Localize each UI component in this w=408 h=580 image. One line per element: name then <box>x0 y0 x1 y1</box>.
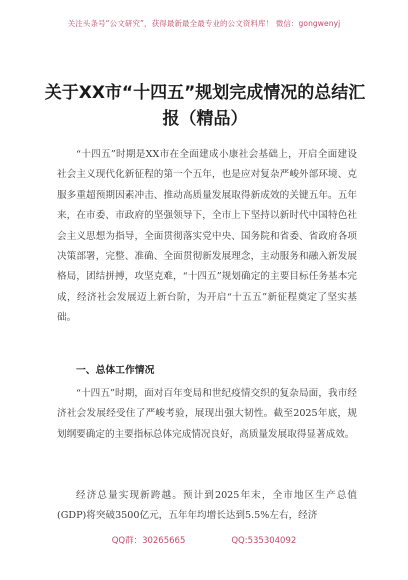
footer-qq-group: QQ群：30265665 <box>111 536 186 546</box>
paragraph-intro: “十四五”时期是XX市在全面建成小康社会基础上，开启全面建设社会主义现代化新征程的第一个五年，也是应对复杂严峻外部环境、克服多重超预期因素冲击、推动高质量发展取得新成效的关键五年。五年来，在市委、市政府的坚强领导下，全市上下坚持以新时代中国特色社会主义思想为指导，全面贯彻落实党中央、国务院和省委、省政府各项决策部署，完整、准确、全面贯彻新发展理念，主动服务和融入新发展格局，团结拼搏，攻坚克难，“十四五”规划确定的主要目标任务基本完成，经济社会发展迈上新台阶，为开启“十五五”新征程奠定了坚实基础。 <box>57 149 357 324</box>
document-title: 关于XX市“十四五”规划完成情况的总结汇报（精品） <box>44 83 366 129</box>
section-heading: 一、总体工作情况 <box>76 365 155 376</box>
paragraph-economy: 经济总量实现新跨越。预计到2025年末，全市地区生产总值(GDP)将突破3500亿元，五年年均增长达到5.5%左右，经济 <box>57 490 357 522</box>
paragraph-overview: “十四五”时期，面对百年变局和世纪疫情交织的复杂局面，我市经济社会发展经受住了严峻考验，展现出强大韧性。截至2025年底，规划纲要确定的主要指标总体完成情况良好，高质量发展取得显著成效。 <box>57 388 357 440</box>
header-banner: 关注头条号“公文研究”，获得最新最全最专业的公文资料库！ 微信：gongwenyj <box>67 19 341 28</box>
footer-qq-number: QQ:535304092 <box>231 536 297 546</box>
footer <box>0 534 408 546</box>
